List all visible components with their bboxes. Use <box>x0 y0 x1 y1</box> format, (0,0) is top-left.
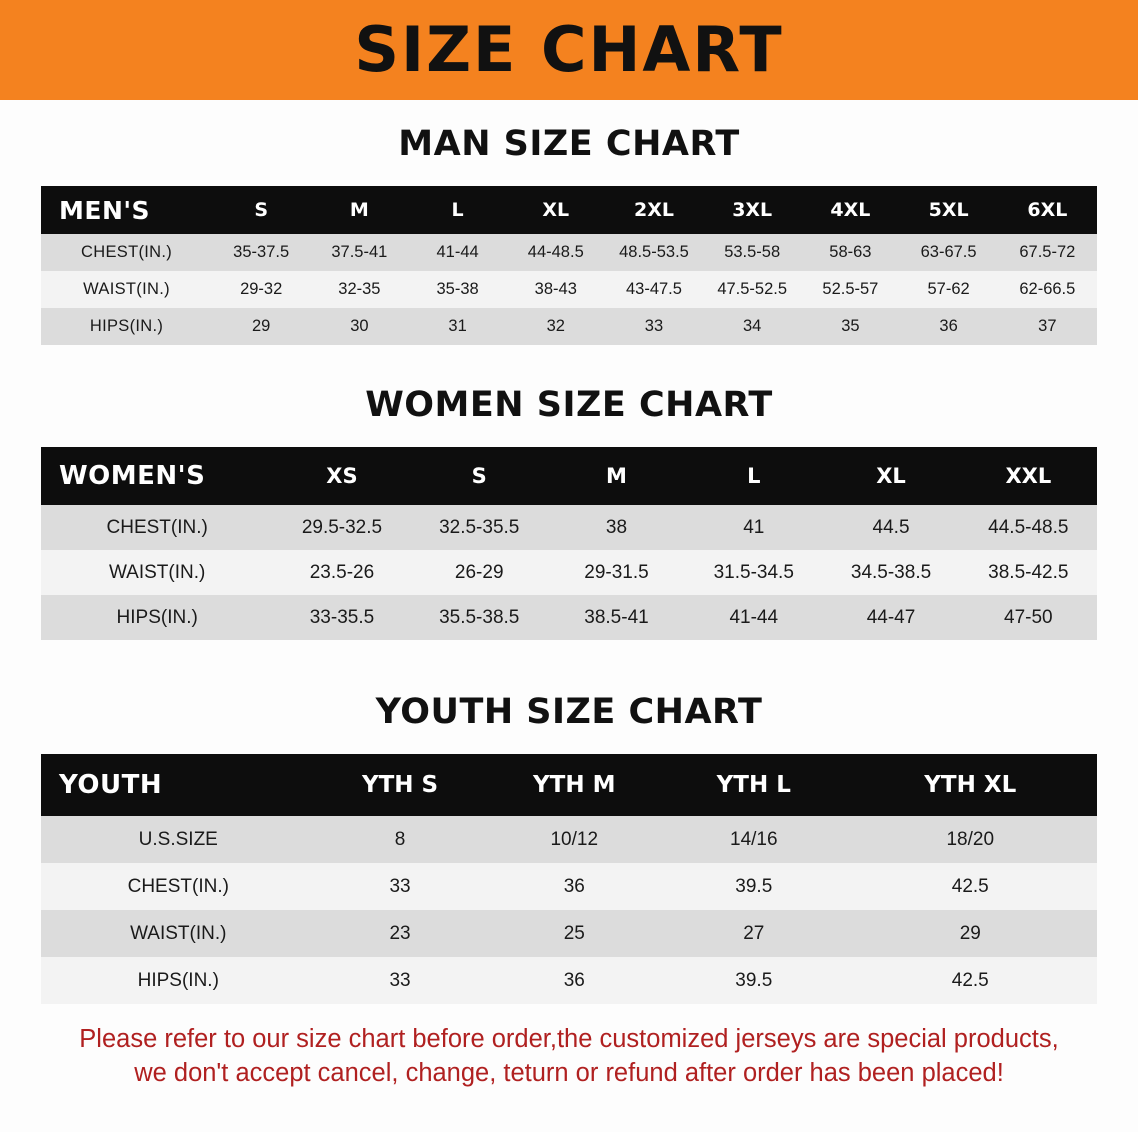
cell: 23 <box>316 910 485 957</box>
table-header-row <box>41 447 1097 505</box>
col-header-l: L <box>451 199 464 221</box>
cell: 35-38 <box>408 271 506 308</box>
cell: 31 <box>408 308 506 345</box>
cell: 36 <box>485 957 665 1004</box>
row-label-chest: CHEST(IN.) <box>41 234 212 271</box>
cell: 41 <box>685 505 822 550</box>
table-row <box>41 550 1097 595</box>
table-row <box>41 910 1097 957</box>
cell: 47.5-52.5 <box>703 271 801 308</box>
cell: 62-66.5 <box>998 271 1097 308</box>
cell: 29.5-32.5 <box>273 505 410 550</box>
table-row <box>41 595 1097 640</box>
cell: 33 <box>316 957 485 1004</box>
row-label-waist: WAIST(IN.) <box>41 550 273 595</box>
cell: 52.5-57 <box>801 271 899 308</box>
women-size-table-wrapper <box>41 447 1097 640</box>
youth-size-table-wrapper <box>41 754 1097 1004</box>
policy-note-line-1: Please refer to our size chart before order,the customized jerseys are special products, <box>79 1025 1059 1053</box>
cell: 29 <box>212 308 310 345</box>
cell: 27 <box>664 910 844 957</box>
cell: 29 <box>844 910 1097 957</box>
women-section-heading: WOMEN SIZE CHART <box>365 385 773 425</box>
cell: 67.5-72 <box>998 234 1097 271</box>
table-row <box>41 863 1097 910</box>
cell: 35.5-38.5 <box>411 595 548 640</box>
cell: 29-31.5 <box>548 550 685 595</box>
row-label-waist: WAIST(IN.) <box>41 271 212 308</box>
table-row <box>41 957 1097 1004</box>
col-header-mens: MEN'S <box>59 195 151 225</box>
col-header-xl: XL <box>876 464 906 488</box>
cell: 53.5-58 <box>703 234 801 271</box>
cell: 39.5 <box>664 957 844 1004</box>
row-label-us-size: U.S.SIZE <box>41 816 316 863</box>
cell: 38 <box>548 505 685 550</box>
cell: 34 <box>703 308 801 345</box>
cell: 44.5-48.5 <box>960 505 1097 550</box>
cell: 43-47.5 <box>605 271 703 308</box>
cell: 37.5-41 <box>310 234 408 271</box>
cell: 32-35 <box>310 271 408 308</box>
cell: 38-43 <box>507 271 605 308</box>
cell: 30 <box>310 308 408 345</box>
table-row <box>41 234 1097 271</box>
cell: 41-44 <box>408 234 506 271</box>
table-header-row <box>41 754 1097 816</box>
cell: 36 <box>899 308 997 345</box>
cell: 42.5 <box>844 863 1097 910</box>
col-header-m: M <box>606 464 627 488</box>
cell: 35-37.5 <box>212 234 310 271</box>
youth-size-table <box>41 754 1097 1004</box>
col-header-m: M <box>349 199 369 221</box>
table-row <box>41 505 1097 550</box>
cell: 14/16 <box>664 816 844 863</box>
col-header-s: S <box>471 464 487 488</box>
table-row <box>41 816 1097 863</box>
row-label-chest: CHEST(IN.) <box>41 505 273 550</box>
row-label-hips: HIPS(IN.) <box>41 595 273 640</box>
cell: 47-50 <box>960 595 1097 640</box>
col-header-3xl: 3XL <box>732 199 773 221</box>
cell: 33-35.5 <box>273 595 410 640</box>
table-row <box>41 271 1097 308</box>
row-label-hips: HIPS(IN.) <box>41 957 316 1004</box>
policy-note-line-2: we don't accept cancel, change, teturn or refund after order has been placed! <box>134 1059 1004 1088</box>
cell: 48.5-53.5 <box>605 234 703 271</box>
col-header-youth: YOUTH <box>59 770 163 800</box>
cell: 10/12 <box>485 816 665 863</box>
cell: 36 <box>485 863 665 910</box>
women-size-table <box>41 447 1097 640</box>
cell: 29-32 <box>212 271 310 308</box>
cell: 37 <box>998 308 1097 345</box>
col-header-xxl: XXL <box>1005 464 1052 488</box>
page-title: SIZE CHART <box>354 13 784 86</box>
cell: 42.5 <box>844 957 1097 1004</box>
cell: 39.5 <box>664 863 844 910</box>
col-header-4xl: 4XL <box>830 199 871 221</box>
man-size-table-wrapper <box>41 186 1097 345</box>
cell: 35 <box>801 308 899 345</box>
cell: 26-29 <box>411 550 548 595</box>
cell: 33 <box>316 863 485 910</box>
cell: 18/20 <box>844 816 1097 863</box>
col-header-l: L <box>747 464 761 488</box>
youth-section-heading: YOUTH SIZE CHART <box>375 692 763 732</box>
row-label-hips: HIPS(IN.) <box>41 308 212 345</box>
cell: 57-62 <box>899 271 997 308</box>
row-label-waist: WAIST(IN.) <box>41 910 316 957</box>
col-header-yth-l: YTH L <box>716 772 791 798</box>
cell: 31.5-34.5 <box>685 550 822 595</box>
cell: 44.5 <box>822 505 959 550</box>
cell: 25 <box>485 910 665 957</box>
col-header-2xl: 2XL <box>633 199 674 221</box>
cell: 32.5-35.5 <box>411 505 548 550</box>
table-row <box>41 308 1097 345</box>
col-header-xl: XL <box>542 199 570 221</box>
col-header-5xl: 5XL <box>928 199 969 221</box>
col-header-yth-m: YTH M <box>533 772 616 798</box>
col-header-yth-s: YTH S <box>361 772 439 798</box>
cell: 58-63 <box>801 234 899 271</box>
cell: 32 <box>507 308 605 345</box>
cell: 38.5-42.5 <box>960 550 1097 595</box>
col-header-yth-xl: YTH XL <box>924 772 1017 798</box>
cell: 33 <box>605 308 703 345</box>
table-header-row <box>41 186 1097 234</box>
col-header-s: S <box>254 199 268 221</box>
banner <box>0 0 1138 100</box>
man-section-heading: MAN SIZE CHART <box>398 124 740 164</box>
cell: 44-48.5 <box>507 234 605 271</box>
col-header-xs: XS <box>326 464 358 488</box>
cell: 8 <box>316 816 485 863</box>
row-label-chest: CHEST(IN.) <box>41 863 316 910</box>
cell: 41-44 <box>685 595 822 640</box>
man-size-table <box>41 186 1097 345</box>
cell: 38.5-41 <box>548 595 685 640</box>
cell: 63-67.5 <box>899 234 997 271</box>
cell: 34.5-38.5 <box>822 550 959 595</box>
cell: 23.5-26 <box>273 550 410 595</box>
policy-note <box>39 1022 1099 1091</box>
col-header-6xl: 6XL <box>1027 199 1068 221</box>
cell: 44-47 <box>822 595 959 640</box>
col-header-womens: WOMEN'S <box>59 461 206 491</box>
